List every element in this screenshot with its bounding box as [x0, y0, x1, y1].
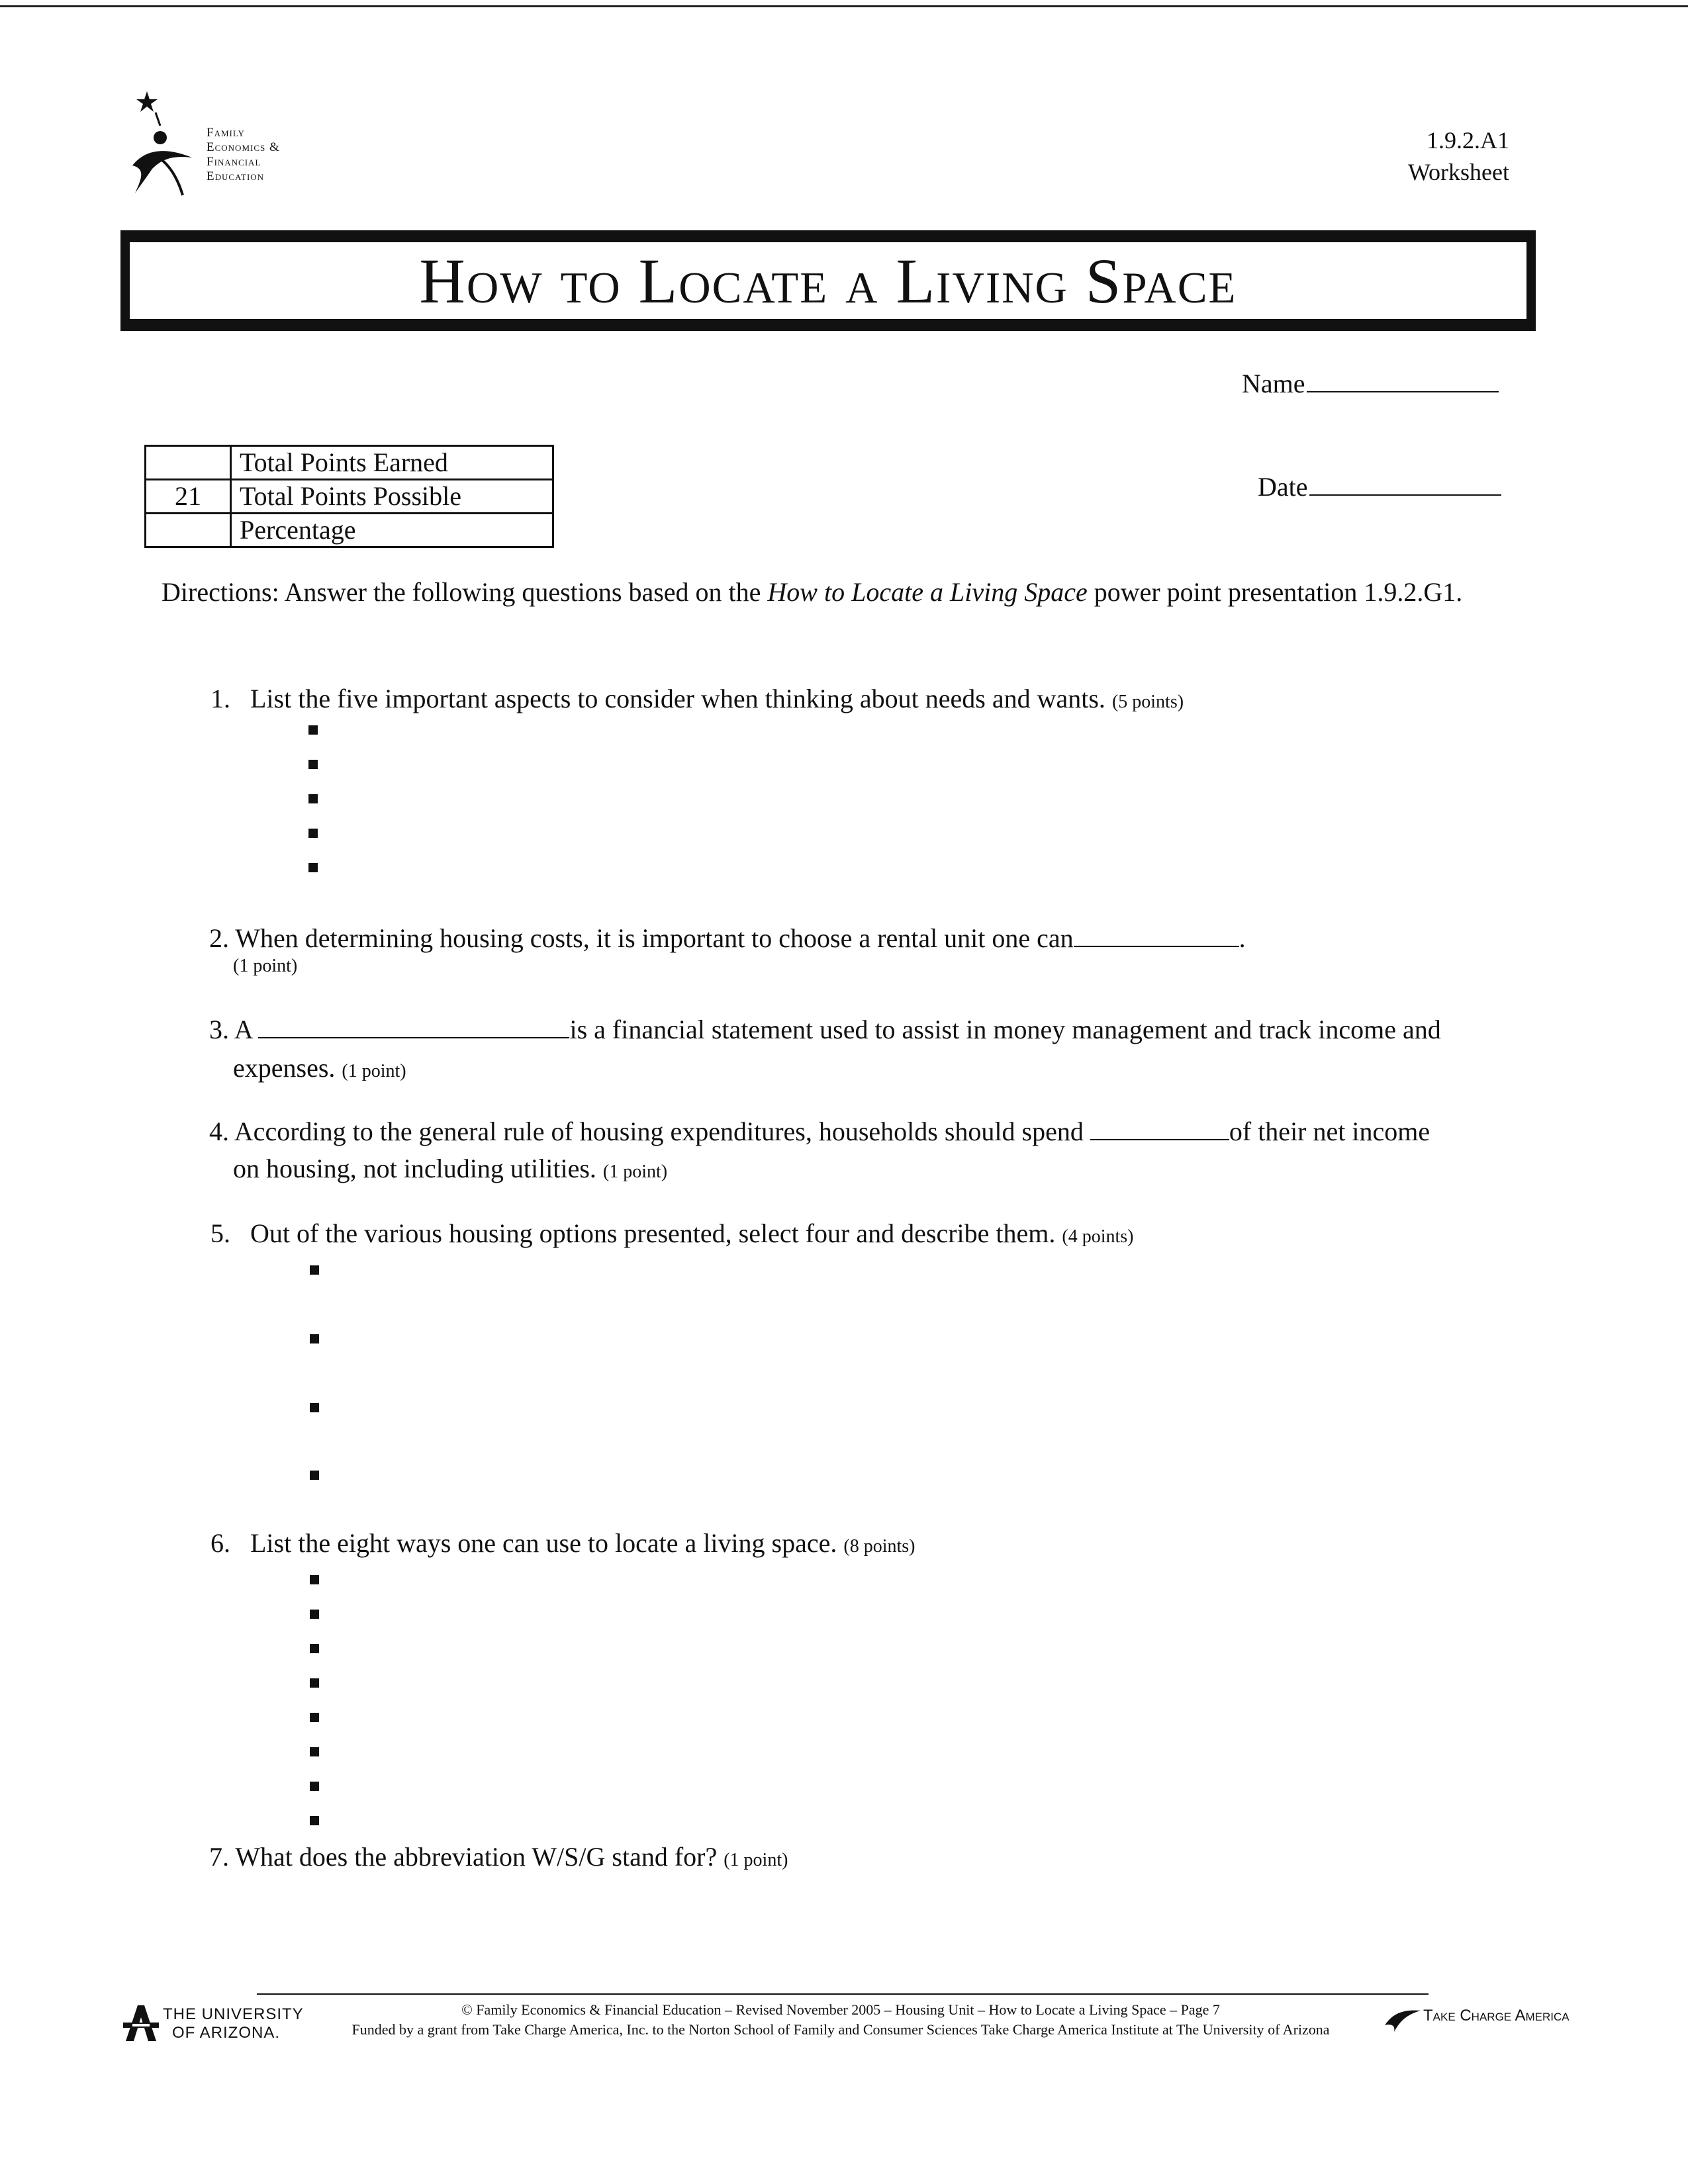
question-points: (8 points)	[843, 1536, 915, 1557]
question-text-cont: expenses.	[233, 1053, 336, 1083]
question-points: (1 point)	[724, 1850, 788, 1870]
title-banner	[120, 230, 1536, 331]
question-7	[209, 1839, 788, 1879]
question-points: (1 point)	[342, 1061, 406, 1081]
date-field[interactable]	[1258, 471, 1501, 502]
sponsor-name: Take Charge America	[1423, 2007, 1570, 2025]
question-text: List the eight ways one can use to locate a living space.	[250, 1528, 837, 1558]
bullet	[310, 1678, 319, 1688]
bullet	[308, 760, 318, 769]
answer-blank[interactable]	[258, 1015, 569, 1038]
points-table	[144, 445, 554, 548]
footer-rule	[257, 1993, 1429, 1995]
document-code	[1408, 124, 1509, 188]
university-of-arizona-logo-icon	[123, 2003, 159, 2044]
question-post: of their net income	[1229, 1116, 1430, 1146]
logo-line: Education	[207, 169, 265, 183]
bullet	[310, 1747, 319, 1756]
bullet	[310, 1265, 319, 1275]
bullet	[308, 725, 318, 735]
question-3	[209, 1011, 1441, 1048]
question-text-cont: on housing, not including utilities.	[233, 1154, 596, 1183]
question-points: (5 points)	[1111, 692, 1184, 712]
bullet	[308, 794, 318, 803]
bullet	[310, 1334, 319, 1343]
bullet	[310, 1713, 319, 1722]
question-text: List the five important aspects to consider when thinking about needs and wants.	[250, 684, 1105, 713]
fefe-logo-icon	[126, 86, 199, 199]
footer-funding: Funded by a grant from Take Charge America, Inc. to the Norton School of Family and Consumer Sciences Take Charge America Institute at The University of Arizona	[352, 2021, 1330, 2038]
question-end: .	[1239, 923, 1246, 953]
table-row	[146, 446, 553, 480]
bullet	[308, 863, 318, 872]
table-row	[146, 480, 553, 514]
bullet	[310, 1575, 319, 1584]
date-line[interactable]	[1309, 472, 1501, 496]
question-text: Out of the various housing options presented, select four and describe them.	[250, 1218, 1056, 1248]
doc-type: Worksheet	[1407, 159, 1509, 185]
bullet	[310, 1403, 319, 1412]
bullet	[310, 1610, 319, 1619]
question-number: 1.	[211, 684, 230, 713]
logo-line: Family	[207, 126, 245, 140]
fefe-logo-text	[207, 126, 280, 184]
university-line-1: THE UNIVERSITY	[163, 2005, 304, 2023]
directions-prefix: Directions: Answer the following questions based on the	[162, 577, 768, 607]
name-label: Name	[1242, 369, 1305, 398]
take-charge-america-icon	[1383, 2005, 1422, 2033]
code-number: 1.9.2.A1	[1427, 127, 1509, 154]
bullet	[310, 1471, 319, 1480]
university-name	[163, 2005, 304, 2042]
question-text: is a financial statement used to assist in money management and track income and	[569, 1015, 1441, 1044]
question-points: (1 point)	[602, 1161, 668, 1182]
question-4	[209, 1113, 1430, 1150]
question-number: 7.	[209, 1842, 229, 1872]
bullet	[310, 1816, 319, 1825]
title-banner-inner	[130, 242, 1526, 319]
directions-suffix: power point presentation 1.9.2.G1.	[1087, 577, 1463, 607]
question-2	[209, 920, 1246, 957]
directions	[162, 574, 1512, 610]
name-field[interactable]	[1242, 368, 1499, 399]
page-title: How to Locate a Living Space	[419, 245, 1237, 316]
logo-line: Financial	[207, 155, 261, 169]
question-5	[211, 1215, 1133, 1255]
question-4-cont	[233, 1150, 667, 1191]
points-earned-value[interactable]	[146, 446, 231, 480]
footer-copyright: © Family Economics & Financial Education – Revised November 2005 – Housing Unit – How to Locate a Living Space – Page 7	[461, 2001, 1220, 2018]
answer-blank[interactable]	[1090, 1116, 1229, 1140]
university-line-2: OF ARIZONA.	[172, 2024, 281, 2042]
question-pre: According to the general rule of housing expenditures, households should spend	[234, 1116, 1084, 1146]
question-points: (4 points)	[1062, 1226, 1134, 1247]
question-points: (1 point)	[233, 956, 298, 976]
question-number: 4.	[209, 1116, 229, 1146]
name-line[interactable]	[1307, 369, 1499, 392]
points-possible-label: Total Points Possible	[231, 480, 553, 514]
question-number: 3.	[209, 1015, 229, 1044]
bullet	[310, 1782, 319, 1791]
points-earned-label: Total Points Earned	[231, 446, 553, 480]
points-possible-value: 21	[146, 480, 231, 514]
question-number: 6.	[211, 1528, 230, 1558]
date-label: Date	[1258, 472, 1308, 502]
question-number: 2.	[209, 923, 229, 953]
table-row	[146, 514, 553, 547]
question-1	[211, 680, 1184, 721]
question-3-cont	[233, 1050, 406, 1090]
question-number: 5.	[211, 1218, 230, 1248]
question-text: What does the abbreviation W/S/G stand for?	[235, 1842, 718, 1872]
bullet	[308, 829, 318, 838]
question-pre: A	[234, 1015, 252, 1044]
scan-edge-line	[0, 5, 1688, 7]
question-6	[211, 1525, 915, 1565]
percentage-value[interactable]	[146, 514, 231, 547]
logo-line: Economics &	[207, 140, 280, 154]
question-text: When determining housing costs, it is important to choose a rental unit one can	[235, 923, 1074, 953]
directions-italic: How to Locate a Living Space	[767, 577, 1088, 607]
percentage-label: Percentage	[231, 514, 553, 547]
footer-text	[305, 2000, 1377, 2040]
bullet	[310, 1644, 319, 1653]
answer-blank[interactable]	[1074, 923, 1239, 947]
